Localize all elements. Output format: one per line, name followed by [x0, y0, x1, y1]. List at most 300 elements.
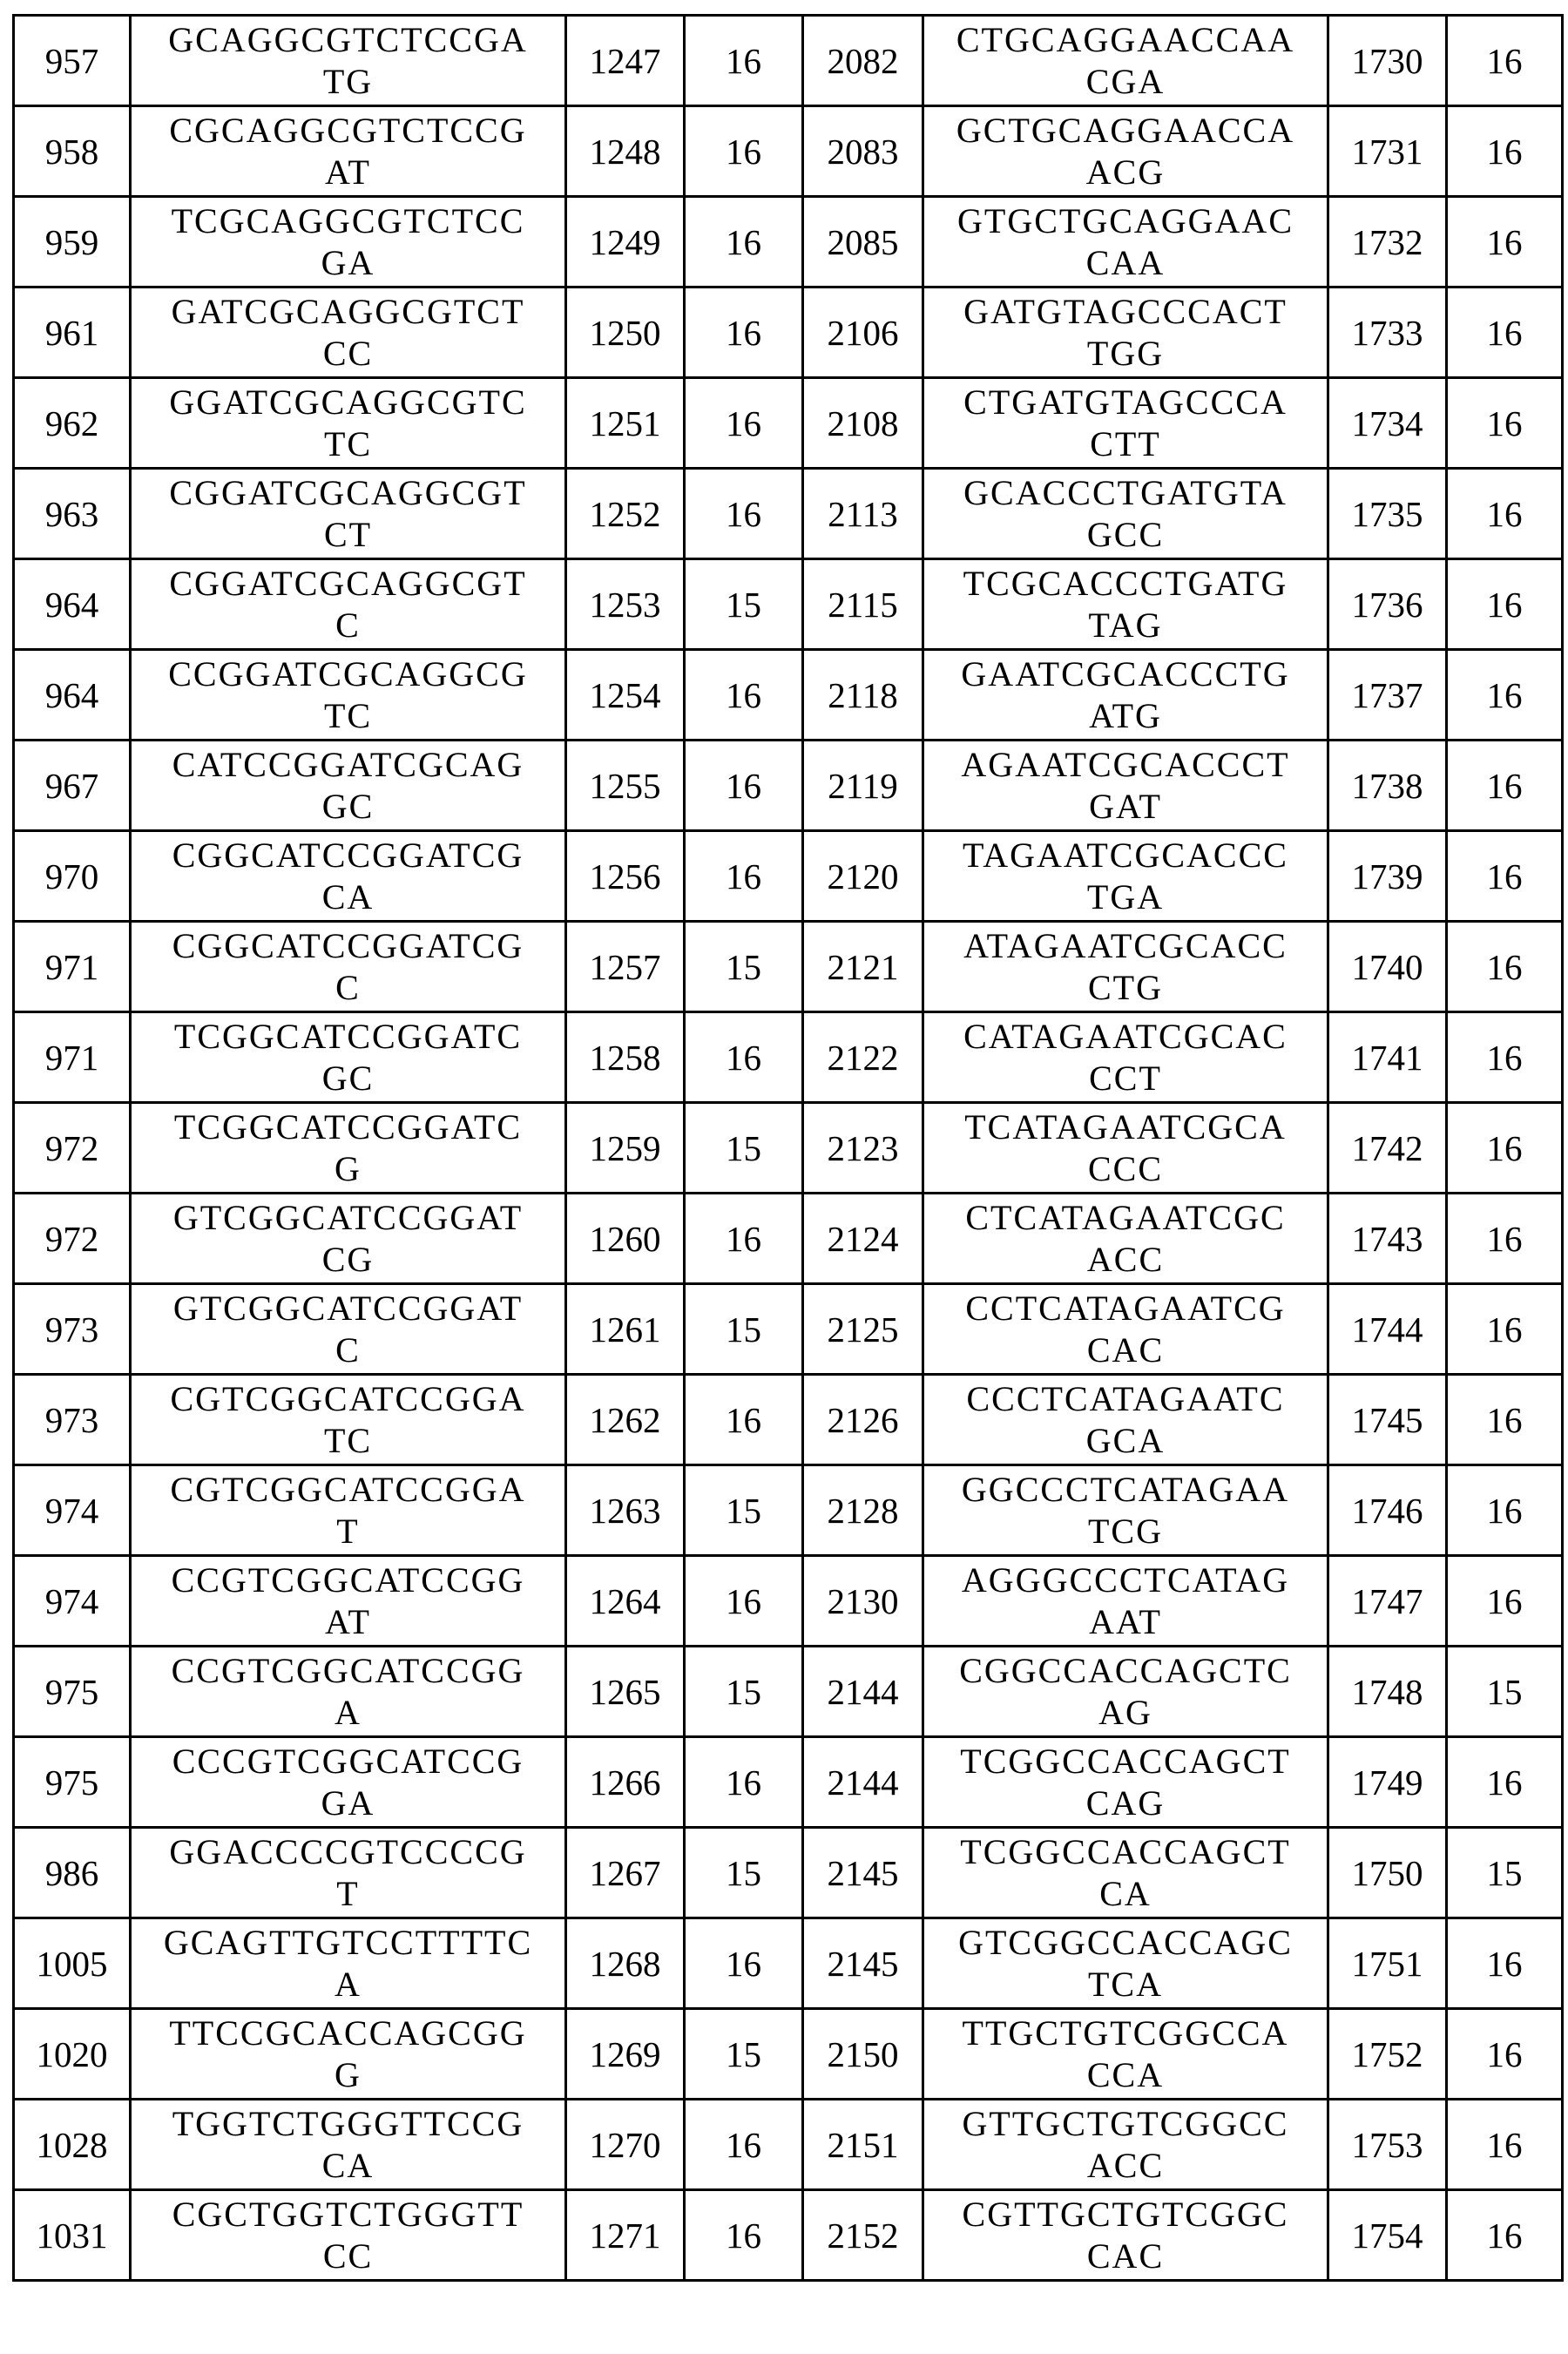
sequence-a-cell [131, 559, 566, 650]
seq-id-a-cell: 1256 [566, 831, 685, 922]
seq-id-b-cell: 1753 [1328, 2100, 1447, 2190]
seq-id-a-cell: 1248 [566, 106, 685, 197]
length-a-cell: 15 [685, 559, 803, 650]
length-a-cell: 15 [685, 1284, 803, 1375]
length-a-cell: 15 [685, 1647, 803, 1737]
sequence-line: GA [132, 242, 564, 284]
position-b-cell: 2152 [803, 2190, 923, 2281]
sequence-line: CGGCCACCAGCTC [924, 1650, 1327, 1692]
position-b-cell: 2083 [803, 106, 923, 197]
sequence-b-cell [923, 1737, 1328, 1828]
seq-id-b-cell: 1748 [1328, 1647, 1447, 1737]
sequence-b-cell [923, 16, 1328, 106]
position-b-cell: 2128 [803, 1465, 923, 1556]
sequence-line: A [132, 1964, 564, 2006]
seq-id-b-cell: 1735 [1328, 469, 1447, 559]
sequence-b-cell [923, 2009, 1328, 2100]
seq-id-a-cell: 1271 [566, 2190, 685, 2281]
table-body [14, 16, 1563, 2281]
table-row [14, 1828, 1563, 1918]
sequence-line: TG [132, 61, 564, 103]
sequence-line: CA [132, 876, 564, 918]
position-b-cell: 2115 [803, 559, 923, 650]
table-row [14, 1737, 1563, 1828]
seq-id-b-cell: 1749 [1328, 1737, 1447, 1828]
sequence-line: GATGTAGCCCACT [924, 291, 1327, 333]
length-b-cell: 16 [1447, 1194, 1563, 1284]
sequence-line: TCGGCCACCAGCT [924, 1741, 1327, 1782]
sequence-line: GCA [924, 1420, 1327, 1462]
sequence-b-cell [923, 197, 1328, 287]
sequence-line: G [132, 1148, 564, 1190]
length-a-cell: 15 [685, 1828, 803, 1918]
sequence-b-cell [923, 106, 1328, 197]
sequence-line: CGA [924, 61, 1327, 103]
position-a-cell: 1005 [14, 1918, 131, 2009]
seq-id-a-cell: 1267 [566, 1828, 685, 1918]
length-a-cell: 16 [685, 378, 803, 469]
table-row [14, 16, 1563, 106]
sequence-line: CCCGTCGGCATCCG [132, 1741, 564, 1782]
sequence-b-cell [923, 922, 1328, 1012]
sequence-line: GCAGTTGTCCTTTTC [132, 1922, 564, 1964]
position-b-cell: 2144 [803, 1647, 923, 1737]
position-a-cell: 973 [14, 1284, 131, 1375]
table-row [14, 650, 1563, 741]
length-a-cell: 16 [685, 1556, 803, 1647]
sequence-a-cell [131, 1103, 566, 1194]
seq-id-b-cell: 1738 [1328, 741, 1447, 831]
sequence-line: GATCGCAGGCGTCT [132, 291, 564, 333]
table-row [14, 469, 1563, 559]
sequence-line: AT [132, 1601, 564, 1643]
seq-id-a-cell: 1263 [566, 1465, 685, 1556]
position-a-cell: 986 [14, 1828, 131, 1918]
length-a-cell: 16 [685, 1194, 803, 1284]
sequence-b-cell [923, 831, 1328, 922]
table-row [14, 1647, 1563, 1737]
sequence-line: GC [132, 1058, 564, 1099]
seq-id-b-cell: 1754 [1328, 2190, 1447, 2281]
sequence-a-cell [131, 1375, 566, 1465]
sequence-line: CGTCGGCATCCGGA [132, 1378, 564, 1420]
seq-id-b-cell: 1731 [1328, 106, 1447, 197]
sequence-line: CA [924, 1873, 1327, 1915]
length-a-cell: 16 [685, 1737, 803, 1828]
sequence-a-cell [131, 1556, 566, 1647]
position-b-cell: 2151 [803, 2100, 923, 2190]
position-b-cell: 2118 [803, 650, 923, 741]
position-b-cell: 2145 [803, 1828, 923, 1918]
sequence-line: GC [132, 786, 564, 828]
seq-id-b-cell: 1750 [1328, 1828, 1447, 1918]
position-a-cell: 963 [14, 469, 131, 559]
position-b-cell: 2122 [803, 1012, 923, 1103]
sequence-b-cell [923, 559, 1328, 650]
sequence-line: GA [132, 1782, 564, 1824]
sequence-line: CTGATGTAGCCCA [924, 382, 1327, 423]
length-b-cell: 16 [1447, 922, 1563, 1012]
sequence-line: CATCCGGATCGCAG [132, 744, 564, 786]
seq-id-a-cell: 1259 [566, 1103, 685, 1194]
sequence-line: CG [132, 1239, 564, 1281]
sequence-a-cell [131, 650, 566, 741]
length-a-cell: 16 [685, 741, 803, 831]
sequence-line: CGCTGGTCTGGGTT [132, 2194, 564, 2236]
seq-id-b-cell: 1736 [1328, 559, 1447, 650]
sequence-b-cell [923, 741, 1328, 831]
sequence-line: CA [132, 2145, 564, 2187]
table-row [14, 287, 1563, 378]
position-a-cell: 962 [14, 378, 131, 469]
sequence-a-cell [131, 469, 566, 559]
seq-id-b-cell: 1730 [1328, 16, 1447, 106]
sequence-b-cell [923, 650, 1328, 741]
sequence-line: GCC [924, 514, 1327, 556]
length-b-cell: 16 [1447, 1465, 1563, 1556]
sequence-a-cell [131, 1465, 566, 1556]
sequence-a-cell [131, 1737, 566, 1828]
sequence-b-cell [923, 1556, 1328, 1647]
length-b-cell: 16 [1447, 559, 1563, 650]
sequence-line: TCGGCATCCGGATC [132, 1016, 564, 1058]
sequence-b-cell [923, 287, 1328, 378]
sequence-a-cell [131, 378, 566, 469]
table-row [14, 1465, 1563, 1556]
seq-id-b-cell: 1746 [1328, 1465, 1447, 1556]
sequence-a-cell [131, 2009, 566, 2100]
sequence-line: CCGTCGGCATCCGG [132, 1650, 564, 1692]
length-b-cell: 16 [1447, 741, 1563, 831]
table-row [14, 2100, 1563, 2190]
position-a-cell: 1028 [14, 2100, 131, 2190]
seq-id-a-cell: 1249 [566, 197, 685, 287]
sequence-b-cell [923, 2190, 1328, 2281]
sequence-b-cell [923, 2100, 1328, 2190]
position-b-cell: 2144 [803, 1737, 923, 1828]
position-b-cell: 2106 [803, 287, 923, 378]
sequence-line: TC [132, 695, 564, 737]
length-b-cell: 16 [1447, 16, 1563, 106]
position-a-cell: 974 [14, 1465, 131, 1556]
sequence-line: CATAGAATCGCAC [924, 1016, 1327, 1058]
sequence-b-cell [923, 469, 1328, 559]
sequence-line: C [132, 967, 564, 1009]
sequence-a-cell [131, 1828, 566, 1918]
sequence-table [12, 14, 1564, 2282]
seq-id-b-cell: 1733 [1328, 287, 1447, 378]
table-row [14, 922, 1563, 1012]
seq-id-b-cell: 1732 [1328, 197, 1447, 287]
seq-id-a-cell: 1270 [566, 2100, 685, 2190]
seq-id-b-cell: 1751 [1328, 1918, 1447, 2009]
table-row [14, 1012, 1563, 1103]
seq-id-b-cell: 1745 [1328, 1375, 1447, 1465]
position-a-cell: 958 [14, 106, 131, 197]
sequence-line: CGGATCGCAGGCGT [132, 472, 564, 514]
sequence-a-cell [131, 1647, 566, 1737]
table-row [14, 1194, 1563, 1284]
sequence-line: GCAGGCGTCTCCGA [132, 19, 564, 61]
sequence-a-cell [131, 287, 566, 378]
position-a-cell: 1020 [14, 2009, 131, 2100]
position-b-cell: 2113 [803, 469, 923, 559]
sequence-line: AG [924, 1692, 1327, 1734]
position-a-cell: 971 [14, 1012, 131, 1103]
sequence-line: C [132, 1329, 564, 1371]
length-b-cell: 16 [1447, 197, 1563, 287]
seq-id-a-cell: 1268 [566, 1918, 685, 2009]
sequence-line: AAT [924, 1601, 1327, 1643]
sequence-a-cell [131, 831, 566, 922]
sequence-line: CGTTGCTGTCGGC [924, 2194, 1327, 2236]
sequence-line: TC [132, 1420, 564, 1462]
sequence-line: CC [132, 333, 564, 375]
position-b-cell: 2119 [803, 741, 923, 831]
position-b-cell: 2085 [803, 197, 923, 287]
length-b-cell: 16 [1447, 1375, 1563, 1465]
length-b-cell: 16 [1447, 1012, 1563, 1103]
sequence-line: ATG [924, 695, 1327, 737]
table-row [14, 106, 1563, 197]
sequence-line: TCA [924, 1964, 1327, 2006]
sequence-line: CGTCGGCATCCGGA [132, 1469, 564, 1511]
sequence-line: GTCGGCATCCGGAT [132, 1197, 564, 1239]
sequence-line: TCGGCATCCGGATC [132, 1106, 564, 1148]
length-b-cell: 16 [1447, 469, 1563, 559]
seq-id-a-cell: 1254 [566, 650, 685, 741]
sequence-b-cell [923, 1194, 1328, 1284]
sequence-line: TTCCGCACCAGCGG [132, 2012, 564, 2054]
position-a-cell: 961 [14, 287, 131, 378]
seq-id-a-cell: 1264 [566, 1556, 685, 1647]
sequence-a-cell [131, 197, 566, 287]
position-b-cell: 2108 [803, 378, 923, 469]
table-row [14, 1556, 1563, 1647]
length-b-cell: 15 [1447, 1647, 1563, 1737]
sequence-line: TC [132, 423, 564, 465]
seq-id-a-cell: 1250 [566, 287, 685, 378]
position-a-cell: 967 [14, 741, 131, 831]
sequence-line: CAG [924, 1782, 1327, 1824]
sequence-line: AT [132, 152, 564, 193]
seq-id-b-cell: 1739 [1328, 831, 1447, 922]
sequence-b-cell [923, 1918, 1328, 2009]
sequence-line: TCGCACCCTGATG [924, 563, 1327, 605]
length-a-cell: 16 [685, 197, 803, 287]
sequence-line: GCTGCAGGAACCA [924, 110, 1327, 152]
sequence-b-cell [923, 1103, 1328, 1194]
position-a-cell: 970 [14, 831, 131, 922]
sequence-line: CAC [924, 2236, 1327, 2277]
position-b-cell: 2126 [803, 1375, 923, 1465]
seq-id-a-cell: 1253 [566, 559, 685, 650]
sequence-a-cell [131, 16, 566, 106]
length-a-cell: 16 [685, 1375, 803, 1465]
sequence-line: ACC [924, 1239, 1327, 1281]
sequence-line: GTTGCTGTCGGCC [924, 2103, 1327, 2145]
table-row [14, 1284, 1563, 1375]
seq-id-b-cell: 1737 [1328, 650, 1447, 741]
seq-id-a-cell: 1257 [566, 922, 685, 1012]
sequence-line: GAT [924, 786, 1327, 828]
seq-id-b-cell: 1747 [1328, 1556, 1447, 1647]
sequence-line: ATAGAATCGCACC [924, 925, 1327, 967]
table-row [14, 2009, 1563, 2100]
length-b-cell: 16 [1447, 1556, 1563, 1647]
seq-id-b-cell: 1740 [1328, 922, 1447, 1012]
sequence-b-cell [923, 1465, 1328, 1556]
sequence-a-cell [131, 1284, 566, 1375]
sequence-line: TCG [924, 1511, 1327, 1552]
sequence-line: GCACCCTGATGTA [924, 472, 1327, 514]
sequence-line: TGGTCTGGGTTCCG [132, 2103, 564, 2145]
length-b-cell: 16 [1447, 2100, 1563, 2190]
sequence-line: CCGTCGGCATCCGG [132, 1559, 564, 1601]
seq-id-b-cell: 1743 [1328, 1194, 1447, 1284]
position-a-cell: 964 [14, 559, 131, 650]
length-a-cell: 15 [685, 1465, 803, 1556]
length-a-cell: 15 [685, 2009, 803, 2100]
length-b-cell: 16 [1447, 1103, 1563, 1194]
sequence-line: CCTCATAGAATCG [924, 1288, 1327, 1329]
seq-id-a-cell: 1265 [566, 1647, 685, 1737]
table-row [14, 559, 1563, 650]
sequence-line: CGGCATCCGGATCG [132, 925, 564, 967]
length-b-cell: 16 [1447, 1737, 1563, 1828]
length-a-cell: 16 [685, 106, 803, 197]
sequence-a-cell [131, 1194, 566, 1284]
length-a-cell: 16 [685, 287, 803, 378]
seq-id-a-cell: 1260 [566, 1194, 685, 1284]
sequence-a-cell [131, 106, 566, 197]
length-a-cell: 16 [685, 1012, 803, 1103]
sequence-line: TCGCAGGCGTCTCC [132, 200, 564, 242]
sequence-a-cell [131, 922, 566, 1012]
position-a-cell: 1031 [14, 2190, 131, 2281]
sequence-line: TTGCTGTCGGCCA [924, 2012, 1327, 2054]
seq-id-a-cell: 1255 [566, 741, 685, 831]
length-a-cell: 15 [685, 922, 803, 1012]
seq-id-a-cell: 1258 [566, 1012, 685, 1103]
length-b-cell: 16 [1447, 378, 1563, 469]
length-a-cell: 16 [685, 2190, 803, 2281]
sequence-line: CCGGATCGCAGGCG [132, 653, 564, 695]
position-a-cell: 972 [14, 1194, 131, 1284]
sequence-line: CTGCAGGAACCAA [924, 19, 1327, 61]
sequence-a-cell [131, 741, 566, 831]
length-b-cell: 16 [1447, 831, 1563, 922]
position-b-cell: 2145 [803, 1918, 923, 2009]
seq-id-a-cell: 1262 [566, 1375, 685, 1465]
sequence-line: ACG [924, 152, 1327, 193]
sequence-b-cell [923, 1828, 1328, 1918]
sequence-line: CCC [924, 1148, 1327, 1190]
position-b-cell: 2125 [803, 1284, 923, 1375]
position-a-cell: 971 [14, 922, 131, 1012]
position-a-cell: 974 [14, 1556, 131, 1647]
sequence-line: G [132, 2054, 564, 2096]
sequence-line: AGGGCCCTCATAG [924, 1559, 1327, 1601]
seq-id-b-cell: 1752 [1328, 2009, 1447, 2100]
sequence-line: ACC [924, 2145, 1327, 2187]
sequence-line: CGGATCGCAGGCGT [132, 563, 564, 605]
sequence-line: GGCCCTCATAGAA [924, 1469, 1327, 1511]
sequence-line: CGGCATCCGGATCG [132, 835, 564, 876]
seq-id-a-cell: 1261 [566, 1284, 685, 1375]
sequence-b-cell [923, 1647, 1328, 1737]
position-b-cell: 2082 [803, 16, 923, 106]
length-a-cell: 16 [685, 831, 803, 922]
sequence-line: GTCGGCCACCAGC [924, 1922, 1327, 1964]
sequence-line: TAG [924, 605, 1327, 646]
sequence-b-cell [923, 1284, 1328, 1375]
position-b-cell: 2123 [803, 1103, 923, 1194]
length-a-cell: 16 [685, 469, 803, 559]
sequence-a-cell [131, 1012, 566, 1103]
length-b-cell: 16 [1447, 1284, 1563, 1375]
table-row [14, 197, 1563, 287]
sequence-line: C [132, 605, 564, 646]
seq-id-a-cell: 1247 [566, 16, 685, 106]
length-a-cell: 15 [685, 1103, 803, 1194]
sequence-b-cell [923, 1012, 1328, 1103]
sequence-line: CCCTCATAGAATC [924, 1378, 1327, 1420]
table-row [14, 1103, 1563, 1194]
sequence-line: CTT [924, 423, 1327, 465]
length-a-cell: 16 [685, 1918, 803, 2009]
position-a-cell: 972 [14, 1103, 131, 1194]
sequence-line: TGA [924, 876, 1327, 918]
seq-id-a-cell: 1252 [566, 469, 685, 559]
sequence-b-cell [923, 378, 1328, 469]
sequence-line: A [132, 1692, 564, 1734]
sequence-line: GTGCTGCAGGAAC [924, 200, 1327, 242]
sequence-line: CAA [924, 242, 1327, 284]
position-a-cell: 959 [14, 197, 131, 287]
length-b-cell: 16 [1447, 1918, 1563, 2009]
table-row [14, 1375, 1563, 1465]
position-b-cell: 2120 [803, 831, 923, 922]
seq-id-a-cell: 1269 [566, 2009, 685, 2100]
sequence-line: GTCGGCATCCGGAT [132, 1288, 564, 1329]
position-a-cell: 964 [14, 650, 131, 741]
length-a-cell: 16 [685, 2100, 803, 2190]
length-b-cell: 16 [1447, 287, 1563, 378]
sequence-line: TCGGCCACCAGCT [924, 1831, 1327, 1873]
sequence-line: GGATCGCAGGCGTC [132, 382, 564, 423]
sequence-line: CCT [924, 1058, 1327, 1099]
sequence-line: CTCATAGAATCGC [924, 1197, 1327, 1239]
length-b-cell: 16 [1447, 650, 1563, 741]
sequence-a-cell [131, 2190, 566, 2281]
position-a-cell: 975 [14, 1737, 131, 1828]
length-b-cell: 15 [1447, 1828, 1563, 1918]
sequence-line: TGG [924, 333, 1327, 375]
length-a-cell: 16 [685, 650, 803, 741]
sequence-line: GAATCGCACCCTG [924, 653, 1327, 695]
seq-id-b-cell: 1742 [1328, 1103, 1447, 1194]
position-b-cell: 2150 [803, 2009, 923, 2100]
position-b-cell: 2121 [803, 922, 923, 1012]
sequence-line: CGCAGGCGTCTCCG [132, 110, 564, 152]
sequence-line: GGACCCCGTCCCCG [132, 1831, 564, 1873]
sequence-line: CAC [924, 1329, 1327, 1371]
seq-id-b-cell: 1734 [1328, 378, 1447, 469]
seq-id-a-cell: 1266 [566, 1737, 685, 1828]
seq-id-b-cell: 1741 [1328, 1012, 1447, 1103]
position-a-cell: 957 [14, 16, 131, 106]
